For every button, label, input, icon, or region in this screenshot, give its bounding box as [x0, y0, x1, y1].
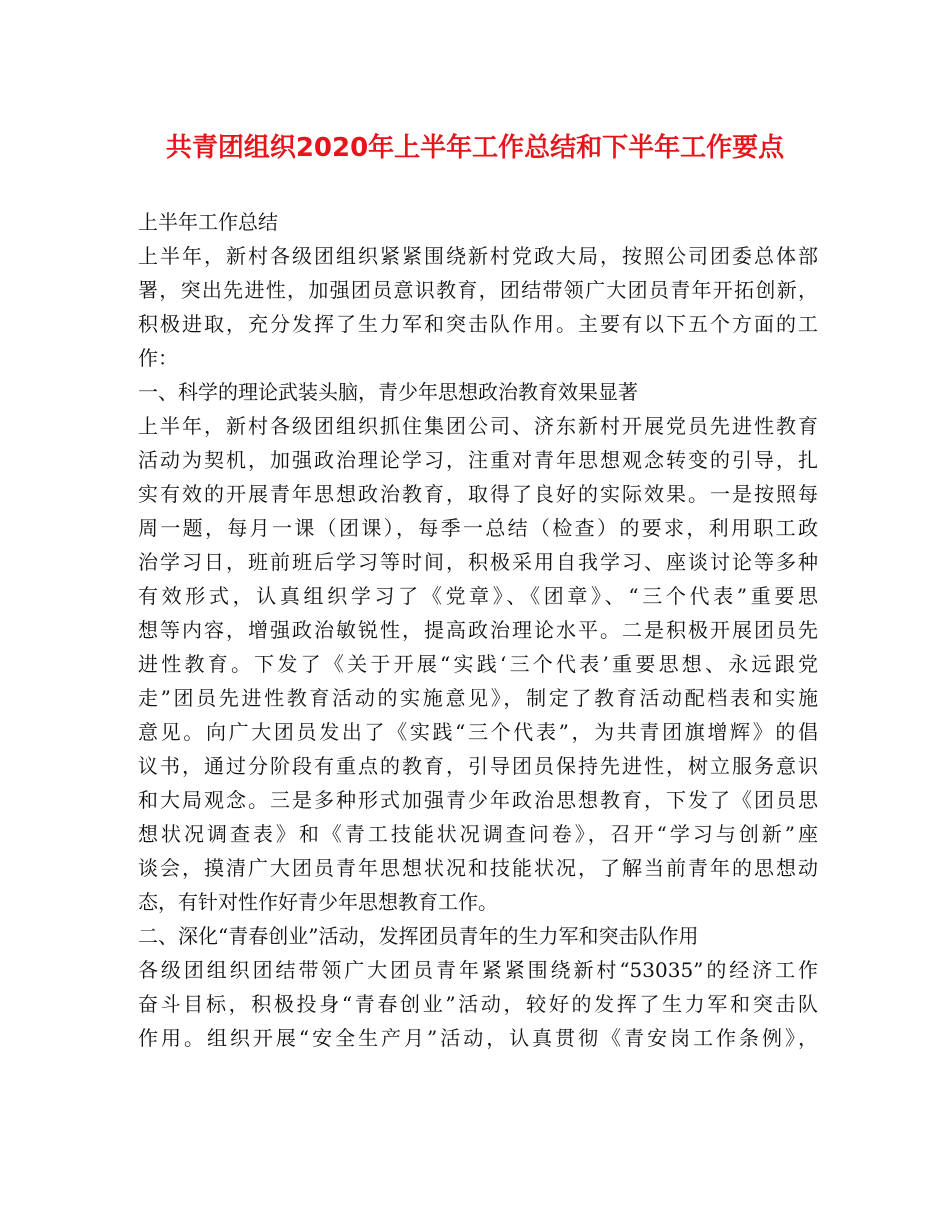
text-line: 意见。向广大团员发出了《实践“三个代表”，为共青团旗增辉》的倡	[138, 720, 818, 744]
text-line: 想状况调查表》和《青工技能状况调查问卷》，召开“学习与创新”座	[138, 822, 818, 846]
text-line: 议书，通过分阶段有重点的教育，引导团员保持先进性，树立服务意识	[138, 754, 818, 778]
text-line: 一、科学的理论武装头脑，青少年思想政治教育效果显著	[138, 380, 638, 404]
text-line: 实有效的开展青年思想政治教育，取得了良好的实际效果。一是按照每	[138, 482, 818, 506]
text-line: 作用。组织开展“安全生产月”活动，认真贯彻《青安岗工作条例》，	[138, 1026, 818, 1050]
text-line: 想等内容，增强政治敏锐性，提高政治理论水平。二是积极开展团员先	[138, 618, 818, 642]
text-line: 作：	[138, 346, 178, 370]
text-line: 和大局观念。三是多种形式加强青少年政治思想教育，下发了《团员思	[138, 788, 818, 812]
text-line: 各级团组织团结带领广大团员青年紧紧围绕新村“53035”的经济工作	[138, 958, 818, 982]
text-line: 二、深化“青春创业”活动，发挥团员青年的生力军和突击队作用	[138, 924, 699, 948]
text-line: 进性教育。下发了《关于开展“实践‘三个代表’重要思想、永远跟党	[138, 652, 818, 676]
text-line: 上半年，新村各级团组织抓住集团公司、济东新村开展党员先进性教育	[138, 414, 818, 438]
text-line: 上半年工作总结	[138, 210, 278, 234]
text-line: 谈会，摸清广大团员青年思想状况和技能状况，了解当前青年的思想动	[138, 856, 818, 880]
text-line: 态，有针对性作好青少年思想教育工作。	[138, 890, 498, 914]
text-line: 走”团员先进性教育活动的实施意见》，制定了教育活动配档表和实施	[138, 686, 818, 710]
text-line: 奋斗目标，积极投身“青春创业”活动，较好的发挥了生力军和突击队	[138, 992, 818, 1016]
text-line: 有效形式，认真组织学习了《党章》、《团章》、“三个代表”重要思	[138, 584, 818, 608]
text-line: 积极进取，充分发挥了生力军和突击队作用。主要有以下五个方面的工	[138, 312, 818, 336]
text-line: 活动为契机，加强政治理论学习，注重对青年思想观念转变的引导，扎	[138, 448, 818, 472]
text-line: 署，突出先进性，加强团员意识教育，团结带领广大团员青年开拓创新，	[138, 278, 818, 302]
text-line: 治学习日，班前班后学习等时间，积极采用自我学习、座谈讨论等多种	[138, 550, 818, 574]
text-line: 上半年，新村各级团组织紧紧围绕新村党政大局，按照公司团委总体部	[138, 244, 818, 268]
document-title: 共青团组织2020年上半年工作总结和下半年工作要点	[165, 133, 785, 163]
document-body	[138, 205, 818, 1055]
text-line: 周一题，每月一课（团课），每季一总结（检查）的要求，利用职工政	[138, 516, 818, 540]
